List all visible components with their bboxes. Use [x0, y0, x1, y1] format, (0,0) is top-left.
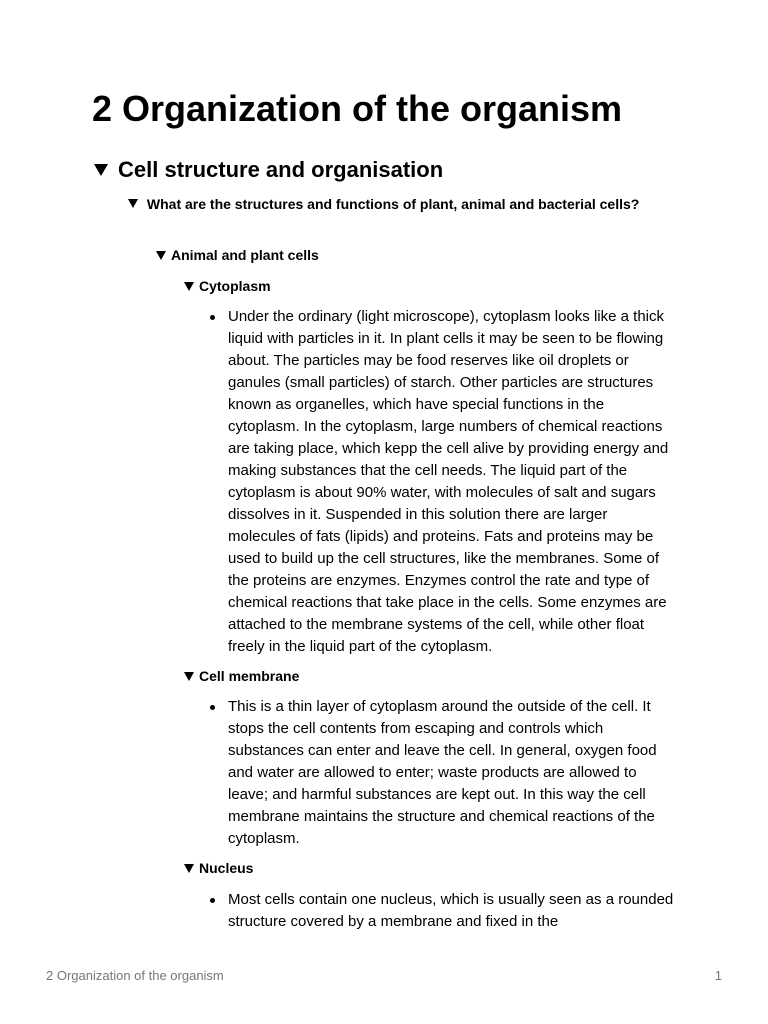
toggle-cell-membrane[interactable]	[184, 666, 299, 687]
toggle-cell-structure[interactable]	[94, 156, 443, 184]
page-title: 2 Organization of the organism	[92, 88, 623, 129]
triangle-down-icon	[184, 282, 194, 291]
footer-title: 2 Organization of the organism	[46, 968, 224, 983]
list-item	[210, 696, 678, 850]
topic-heading: Cytoplasm	[199, 278, 271, 294]
list-item	[210, 306, 678, 658]
topic-heading: Cell membrane	[199, 668, 300, 684]
list-item	[210, 889, 678, 933]
toggle-question[interactable]	[128, 194, 668, 215]
triangle-down-icon	[128, 199, 138, 208]
topic-text: Under the ordinary (light microscope), cytoplasm looks like a thick liquid with particles in it. In plant cells it may be seen to be flowing about. The particles may be food reserves like oil droplets or ganules (small particles) of starch. Other particles are structures known as organelles, which have special functions in the cytoplasm. In the cytoplasm, large numbers of chemical reactions are taking place, which kepp the cell alive by providing energy and making substances that the cell needs. The liquid part of the cytoplasm is about 90% water, with molecules of salt and sugars dissolves in it. Suspended in this solution there are larger molecules of fats (lipids) and proteins. Fats and proteins may be used to build up the cell structures, like the membranes. Some of the proteins are enzymes. Enzymes control the rate and type of chemical reactions that take place in the cells. Some enzymes are attached to the membrane systems of the cell, while other float freely in the liquid part of the cytoplasm.	[228, 308, 669, 655]
subsection-heading: Animal and plant cells	[171, 247, 319, 263]
triangle-down-icon	[184, 864, 194, 873]
topic-text: This is a thin layer of cytoplasm around the outside of the cell. It stops the cell contents from escaping and controls which substances can enter and leave the cell. In general, oxygen food and water are allowed to enter; waste products are allowed to leave; and harmful substances are kept out. In this way the cell membrane maintains the structure and chemical reactions of the cytoplasm.	[228, 698, 657, 847]
section-heading: Cell structure and organisation	[118, 157, 444, 182]
triangle-down-icon	[156, 251, 166, 260]
bullet-icon	[210, 705, 215, 710]
triangle-down-icon	[184, 672, 194, 681]
bullet-icon	[210, 898, 215, 903]
toggle-animal-plant-cells[interactable]	[156, 245, 319, 266]
topic-text: Most cells contain one nucleus, which is usually seen as a rounded structure covered by a membrane and fixed in the	[228, 891, 674, 930]
question-heading: What are the structures and functions of plant, animal and bacterial cells?	[146, 196, 640, 212]
bullet-icon	[210, 315, 215, 320]
topic-heading: Nucleus	[199, 860, 254, 876]
triangle-down-icon	[94, 164, 108, 176]
toggle-nucleus[interactable]	[184, 858, 253, 879]
toggle-cytoplasm[interactable]	[184, 276, 271, 297]
page-number: 1	[714, 968, 722, 983]
